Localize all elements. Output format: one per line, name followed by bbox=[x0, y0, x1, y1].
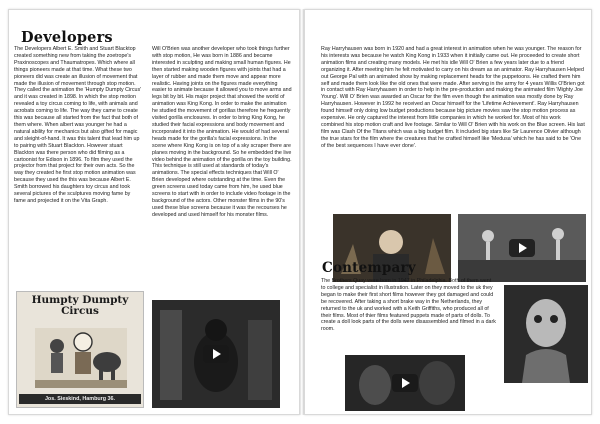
smith-blackton-paragraph: The Developers Albert E. Smith and Stuart Blacktop created something new from taking the zoetrope's Praxinoscopes and Thaumatropes. Which where all things pioneers made at that time. What these two pioneers did was create an illusion of movement that made the illusion of movement through stop motion. They called the animation the 'Humpty Dumpty Circus' and it was created in 1898. In which the stop motion revealed a toy circus coming to life, with animals and acrobats coming to life. The way they came to create this was because all started from the fact that both of them where. When albert was younger he had a natural ability for mechanics but also gifted for magic and sleight-of-hand. It was this talent that lead him up to pairing with Stuart Blackton. However stuart Blackton was there person who did filming as a cartoonist for Edison in 1896. To film they used the projector from that project for their own acts. So the way they created he first stop motion animation was because they used the this was because Albert E. Smith borrowed his daughters toy circus and took several pictures of the sculptures moving fame by fame and projected it on the Vita Graph. bbox=[14, 46, 142, 204]
harryhausen-video-thumbnail[interactable] bbox=[458, 214, 586, 282]
contemporary-heading: Contempary bbox=[322, 260, 416, 276]
circus-figures-illustration bbox=[35, 328, 127, 388]
developers-text-column-1 bbox=[14, 46, 142, 280]
puppet-doll-photo bbox=[504, 285, 588, 383]
humpty-dumpty-circus-poster bbox=[16, 291, 144, 408]
play-icon[interactable] bbox=[203, 345, 229, 363]
developers-text-column-2 bbox=[152, 46, 292, 294]
poster-footer: Jos. Sieskind, Hamburg 36. bbox=[19, 394, 141, 404]
poster-title: Humpty Dumpty Circus bbox=[31, 294, 129, 317]
brothers-quay-video-thumbnail[interactable] bbox=[345, 355, 465, 411]
harryhausen-text-column bbox=[321, 46, 585, 210]
harryhausen-paragraph: Ray Harryhausen was born in 1920 and had a great interest in animation when he was younger. The reason for his interests was because he watch King Kong in 1933 when it initially came out. He proceeded to create short animation films and creating many models. He met his idle Will O' Brien a few years later due to a friend organizing it. After meeting him he felt motivated to carry on his dream as an animator. Ray Harryhausen Helped out George Pal with an animated show by making replacement heads for the puppetoons. He crafted them him self and made them look like the old ones that were made. After serving in the army for 4 years Willis O'Brien got in contact with Ray Harryhausen in order to help in the pre-production and making the animated film 'Mighty Joe Young'. Will O' Brien was awarded an Oscar for the film even though the animation was mostly done by Ray Harryhausen. However in 1992 he received an Oscar himself for the 'Lifetime Achievement'. Ray Harryhausen found himself only doing low budget productions because big picture movies saw the stop motion process as expensive. He only captured the interest from little companies in which he worked for. Most of his work combined his stop motion craft and live footage. Similar to Will O' Brien with his work on the Blue screen. His last film was Clash Of the Titans which was a big budget film. It included big stars like Sir Laurence Olivier although the true stars for the film where the creatures that he crafted himself like 'Medusa' which he has said to be 'One of the best sequences I have ever done'. bbox=[321, 46, 585, 149]
developers-heading: Developers bbox=[21, 29, 113, 46]
doll-head-still bbox=[504, 285, 588, 383]
obrien-paragraph: Will O'Brien was another developer who took things further with stop motion, He was born in 1886 and became interested in sculpting and making small human figures. He then started making wooden figures with joints that had a layer of rubber and made them move and appear more realistic. Having joints on the figures made everything easier to animate because it allowed you to move arms and legs bit by bit. His major project that showed the world of animation was King Kong. In order to make the animation he studied the movement of gorillas therefore he frequently visited gorilla enclosures. In order to bring King Kong, he studied their facial expressions and body movement and incorporated it into the animation. He would of had several heads made for the gorilla's facial expressions. In the scene where King Kong is on top of a sky scraper there are planes moving in the background. So he embedded the live video behind the animation of the gorilla on the toy building. This technique is still used at standards of today's animations. The special effects techniques that Will O' Brien developed where outstanding at the time. Even the green screens used today came from him, he used blue screens to start with in order to include video footage in the background of the actors. Other monster films in the 90's used these blue screens because it was the recourses he developed and used himself for his monster films. bbox=[152, 46, 292, 218]
play-icon[interactable] bbox=[509, 239, 535, 257]
obrien-video-thumbnail[interactable] bbox=[152, 300, 280, 408]
brothers-quay-paragraph: The Brothers Quay were born in 1947 in Philadelphia. Both of them went to college and specialist in illustration. Later on they moved to the uk they began to make their first short films however they got damaged and could be recovered. After taking a short brake way in the Netherlands, they returned to the uk and worked with a Keith Griffiths, who produced all of their films. Most of thier films featured puppets made of parts of dolls. To create a doll look parts of the dolls were disassembled and filmed in a dark room. bbox=[321, 278, 496, 333]
play-icon[interactable] bbox=[392, 374, 418, 392]
